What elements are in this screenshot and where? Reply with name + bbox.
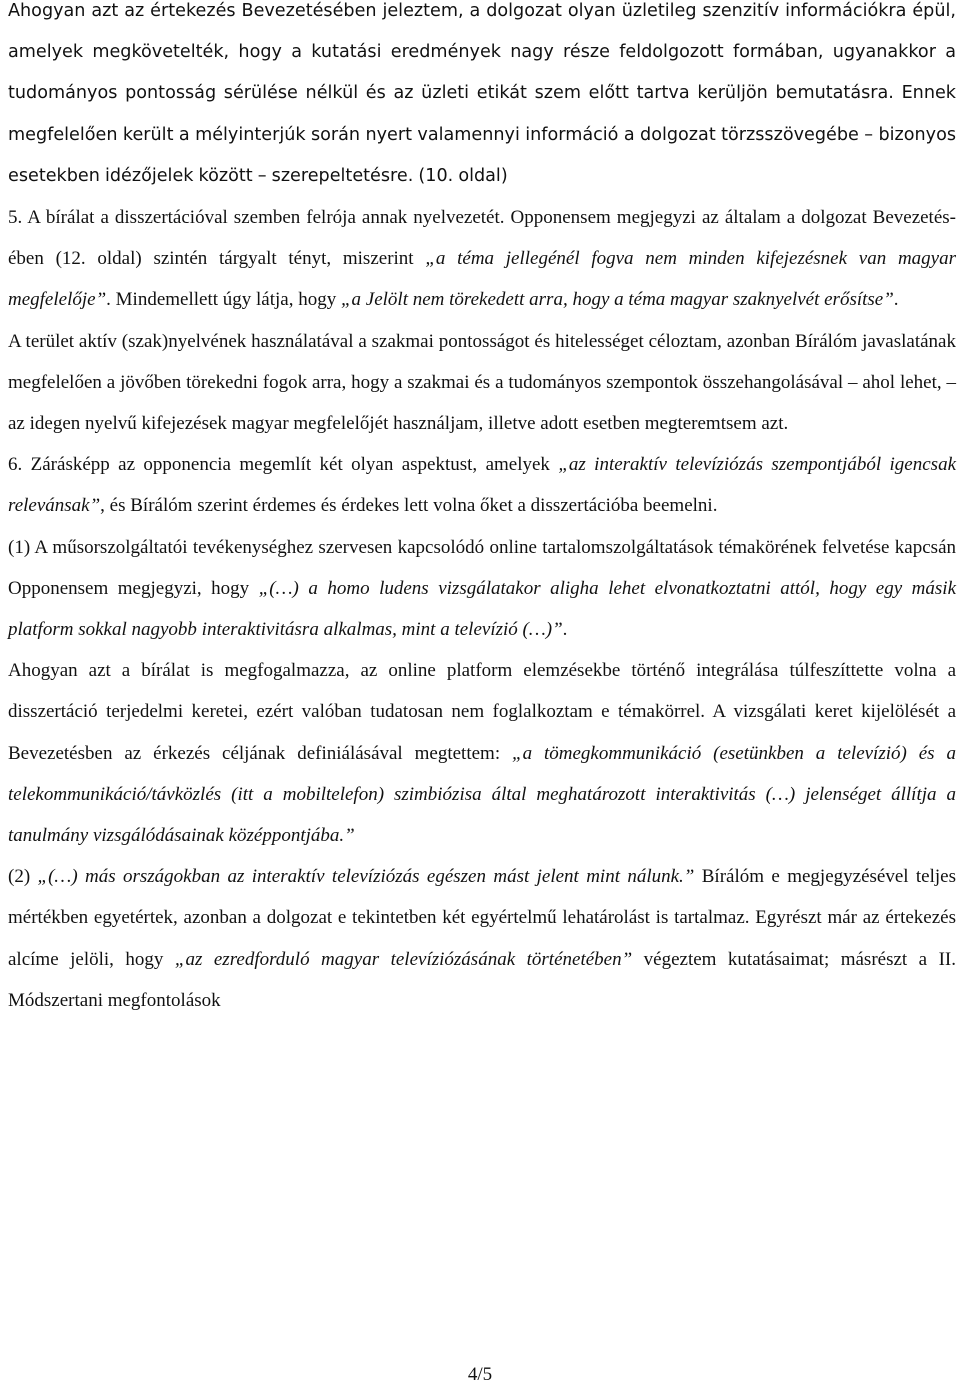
paragraph-4-point-6	[8, 444, 956, 526]
quoted-italic-text: „az interaktív televíziózás szempontjából igencsak relevánsak”	[8, 454, 956, 517]
paragraph-text: , és Bírálóm szerint érdemes és érdekes lett volna őket a disszertációba beemelni.	[100, 495, 718, 517]
paragraph-text: (1) A műsorszolgáltatói tevékenységhez szervesen kapcsolódó online tartalomszolgáltatások témakörének felvetése kapcsán Opponensem megjegyzi, hogy	[8, 536, 956, 599]
quoted-italic-text: „(…) a homo ludens vizsgálatakor aligha lehet elvonatkoztatni attól, hogy egy másik platform sokkal nagyobb interaktivitásra alkalmas, mint a televízió (…)”	[8, 577, 956, 641]
paragraph-text: 5. A bírálat a disszertációval szemben felrója annak nyelvezetét. Opponensem megjegyzi az általam a dolgozat Bevezetés-ében (12. oldal) szintén tárgyalt tényt, miszerint	[8, 207, 956, 270]
quoted-italic-text: „a Jelölt nem törekedett arra, hogy a téma magyar szaknyelvét erősítse”	[340, 289, 894, 311]
paragraph-text: . Mindemellett úgy látja, hogy	[106, 289, 341, 311]
paragraph-1	[8, 0, 956, 197]
paragraph-6	[8, 650, 956, 856]
paragraph-text: .	[562, 619, 568, 641]
paragraph-7-item-2	[8, 856, 956, 1021]
paragraph-text: Ahogyan azt a bírálat is megfogalmazza, az online platform elemzésekbe történő integrálása túlfeszíttette volna a disszertáció terjedelmi keretei, ezért valóban tudatosan nem foglalkoztam e témakörrel. A vizsgálati keret kijelölését a Bevezetésben az érkezés céljának definiálásával megtettem:	[8, 660, 956, 764]
body-text	[8, 0, 956, 1021]
paragraph-2-point-5	[8, 197, 956, 321]
quoted-italic-text: „a tömegkommunikáció (esetünkben a televízió) és a telekommunikáció/távközlés (itt a mobiltelefon) szimbiózisa által meghatározott interaktivitás (…) jelenséget állítja a tanulmány vizsgálódásainak középpontjába.”	[8, 742, 956, 847]
quoted-italic-text: „a téma jellegénél fogva nem minden kifejezésnek van magyar megfelelője”	[8, 248, 956, 311]
page-number: 4/5	[467, 1364, 493, 1385]
paragraph-text: A terület aktív (szak)nyelvének használatával a szakmai pontosságot és hitelességet céloztam, azonban Bírálóm javaslatának megfelelően a jövőben törekedni fogok arra, hogy a szakmai és a tudományos szempontok összehangolásával – ahol lehet, – az idegen nyelvű kifejezések magyar megfelelőjét használjam, illetve adott esetben megteremtsem azt.	[8, 330, 956, 435]
paragraph-text: Ahogyan azt az értekezés Bevezetésében jeleztem, a dolgozat olyan üzletileg szenzitív információkra épül, amelyek megkövetelték, hogy a kutatási eredmények nagy része feldolgozott formában, ugyanakkor a tudományos pontosság sérülése nélkül és az üzleti etikát szem előtt tartva kerüljön bemutatásra. Ennek megfelelően került a mélyinterjúk során nyert valamennyi információ a dolgozat törzsszövegébe – bizonyos esetekben idézőjelek között – szerepeltetésre. (10. oldal)	[8, 1, 956, 186]
paragraph-text: (2)	[8, 866, 38, 888]
paragraph-5-item-1	[8, 527, 956, 651]
paragraph-3	[8, 321, 956, 445]
quoted-italic-text: „az ezredforduló magyar televíziózásának történetében”	[174, 948, 633, 970]
paragraph-text: végeztem kutatásaimat; másrészt a II. Módszertani megfontolások	[8, 948, 957, 1011]
paragraph-text: Bírálóm e megjegyzésével teljes mértékben egyetértek, azonban a dolgozat e tekintetben két egyértelmű lehatárolást is tartalmaz. Egyrészt már az értekezés alcíme jelöli, hogy	[8, 866, 957, 970]
paragraph-text: 6. Zárásképp az opponencia megemlít két olyan aspektust, amelyek	[8, 454, 559, 476]
paragraph-text: .	[893, 289, 899, 311]
quoted-italic-text: „(…) más országokban az interaktív televíziózás egészen mást jelent mint nálunk.”	[37, 866, 695, 888]
